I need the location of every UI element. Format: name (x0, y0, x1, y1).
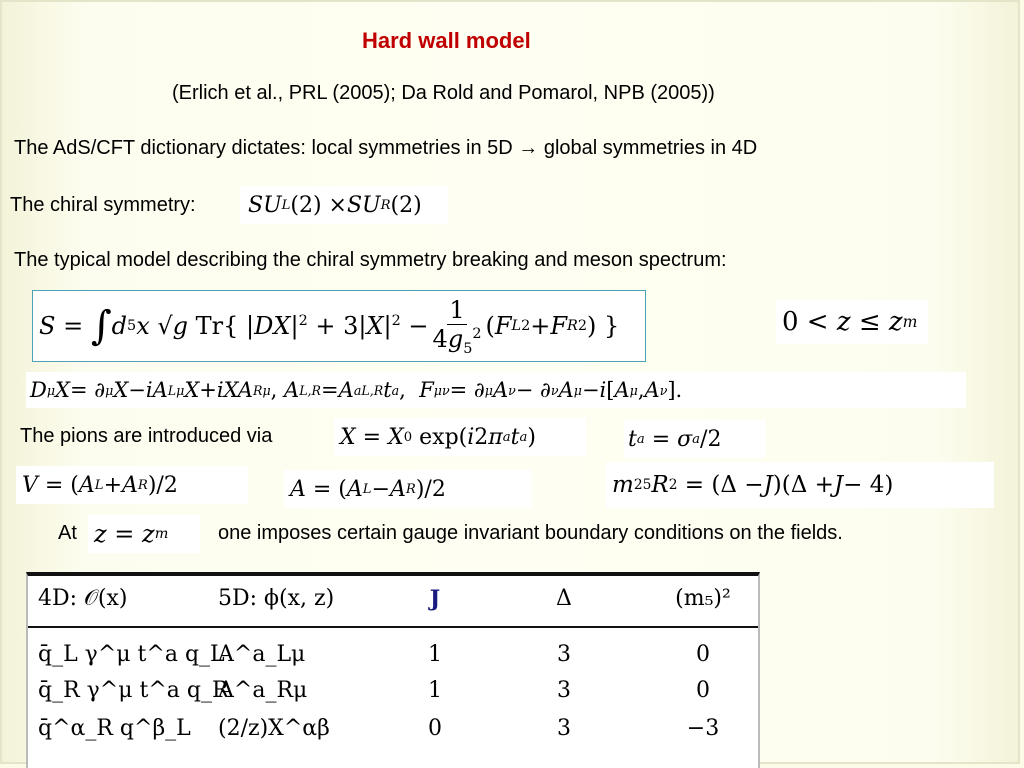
table-row (28, 712, 758, 748)
cell-4d-operator: q̄_L γ^μ t^a q_L (38, 642, 225, 667)
cell-mass: −3 (686, 716, 720, 741)
cell-5d-field: A^a_Rμ (218, 678, 308, 703)
pion-field-formula: X = X 0 exp( i 2 π a t a ) (334, 418, 586, 456)
col-header-mass: (m₅)² (675, 586, 731, 611)
chiral-group-formula: SU L (2) × SU R (2) (240, 186, 448, 224)
covariant-derivative-formula: D μ X = ∂ μ X − iA Lμ X + iXA Rμ , A L,R = A a L,R t a , F μν = ∂ μ A ν − ∂ ν A μ − i [ A μ , A ν ]. (26, 372, 966, 408)
cell-mass: 0 (696, 678, 710, 703)
cell-delta: 3 (557, 642, 571, 667)
model-description-line: The typical model describing the chiral symmetry breaking and meson spectrum: (14, 249, 727, 271)
generator-formula: t a = σ a /2 (624, 420, 766, 458)
col-header-4d: 4D: 𝒪(x) (38, 586, 128, 611)
at-label: At (58, 522, 77, 544)
axial-field-formula: A = ( A L − A R )/2 (284, 470, 532, 508)
pions-intro-line: The pions are introduced via (20, 425, 273, 447)
cell-5d-field: A^a_Lμ (218, 642, 306, 667)
cell-4d-operator: q̄_R γ^μ t^a q_R (38, 678, 229, 703)
dictionary-line: The AdS/CFT dictionary dictates: local symmetries in 5D → global symmetries in 4D (14, 137, 758, 159)
col-header-j: J (429, 586, 441, 612)
col-header-5d: 5D: ϕ(x, z) (218, 586, 335, 611)
cell-j: 1 (428, 642, 442, 667)
reference-line: (Erlich et al., PRL (2005); Da Rold and Pomarol, NPB (2005)) (172, 82, 715, 104)
slide-title: Hard wall model (362, 28, 531, 53)
boundary-z-formula: z = z m (88, 515, 200, 553)
cell-delta: 3 (557, 716, 571, 741)
cell-j: 1 (428, 678, 442, 703)
cell-5d-field: (2/z)X^αβ (218, 716, 330, 741)
chiral-symmetry-label: The chiral symmetry: (10, 194, 196, 216)
table-row (28, 638, 758, 674)
boundary-conditions-line: one imposes certain gauge invariant boundary conditions on the fields. (218, 522, 843, 544)
action-formula: S = ∫ d 5 x √ g Tr{ | DX $|^2 + 3|$ X $|^2$ − $\frac{1}{4g_5^2}$ ( F L 2 + F R 2 ) } (32, 290, 646, 362)
cell-mass: 0 (696, 642, 710, 667)
operator-field-table (26, 572, 760, 768)
vector-field-formula: V = ( A L + A R )/2 (16, 466, 248, 504)
table-header-row (28, 582, 758, 628)
cell-delta: 3 (557, 678, 571, 703)
cell-j: 0 (428, 716, 442, 741)
mass-relation-formula: m 2 5 R 2 = (Δ − J )(Δ + J − 4) (606, 462, 994, 508)
z-range-formula: 0 < z ≤ z m (776, 300, 928, 344)
table-row (28, 674, 758, 710)
col-header-delta: Δ (556, 586, 572, 611)
cell-4d-operator: q̄^α_R q^β_L (38, 716, 191, 741)
